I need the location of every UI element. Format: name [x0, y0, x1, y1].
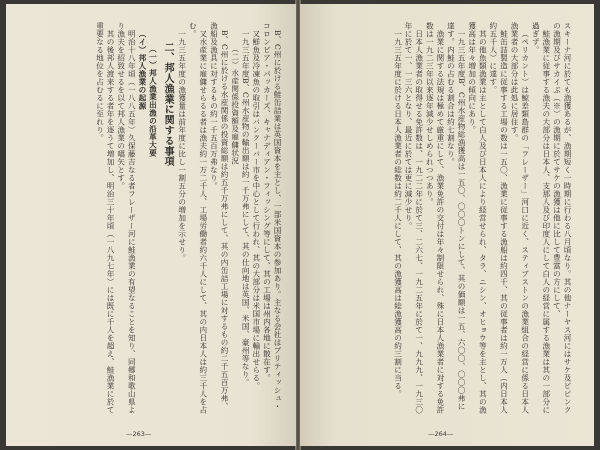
right-page-text: [316, 22, 572, 416]
paragraph: 其の後邦人渡来する者年を逐うて増加し、明治三十年頃（一八九七年）には既に千人を超え、鮭漁業に於て重要なる地位を占むるに至れり。: [95, 22, 116, 414]
paragraph: 一九三五年度B、C州水産物の輸出額は約一千万弗にして、其の仕向地は英国、米国、豪州等なり。: [241, 29, 251, 386]
subsubsection-heading: （イ）邦人漁業の起源: [137, 29, 147, 110]
paragraph: B、C州に於ける水産関係の投資総額は約五千万弗にして、其の内缶詰工場に対するもの約二千五百万弗、漁船及漁具に対するもの約一千五百万弗なり。: [209, 22, 230, 410]
left-page: [6, 4, 296, 446]
right-page: [300, 4, 594, 446]
paragraph: 鮭漁業に従事する漁夫の大部分は日本人、支那人及び印度人にして白人の経営に属する漁業は其の一部分に過ぎず。: [531, 22, 551, 414]
paragraph: B、C州に於ける鮭缶詰業は英国資本を主とし、一部米国資本の参加あり。主なる会社はブリティッシュ・コロンビア・パッカーズ、キャナディアン・フィッシング等にして、其の工場は州内各地に散在す。: [262, 22, 282, 410]
paragraph: 一九三五年度B、C州水産物総漁獲高は一五〇、〇〇〇トンにして、其の価額は一五、六〇〇、〇〇〇弗に達す。内鮭の占むる割合は約七割なり。: [446, 22, 467, 410]
paragraph: 其の他魚類漁業は主として白人及び日本人により経営せられ、タラ、ニシン、オヒョウ等を主とし、其の漁獲高は年々増加の傾向にあり。: [467, 22, 488, 414]
item-heading: （二）水産関係投資額及雇傭状況: [230, 44, 240, 165]
paragraph: 一九三五年度の漁獲量は前年度に比し一割五分の増加を示せり。: [177, 29, 187, 262]
section-heading: 二、邦人漁業に関する事項: [162, 42, 174, 167]
paragraph: 一九三五年度に於ける日本人漁業者の総数は約二千人にして、其の漁獲高は総漁獲高の約三割に当る。: [393, 29, 403, 398]
paragraph: 明治十八年頃（一八八五年）久保藤吉なる者フレーザー河に鮭漁業の有望なることを知り、同郷和歌山県より漁夫を招致せるを以て邦人漁業の嚆矢とす。: [116, 22, 137, 414]
paragraph: 日本人漁業者の取得せる免許数は、一九二二年に於て三、二六七、一九二五年に於て一、九九九、一九三〇年に於て一、一三六となり、最近に於ては更に減少せり。: [404, 22, 424, 414]
subsection-heading: （一）邦人漁業出漁の沿革大要: [148, 44, 158, 157]
left-page-text: [26, 22, 282, 416]
paragraph: 又水産業に雇傭せらるる者は漁夫約一万二千人、工場労働者約六千人にして、其の内日本人は約三千人を占む。: [188, 22, 208, 414]
paragraph: スキーナ河に於ても漁獲あるが、漁期短く一時期に行わる八月頃なり。其の他ナーヤス河にはサケ及ビピンクの漁期及びサカイぶ（※）の漁期に於てサケの漁獲は他に比して豊富の方にして、: [552, 22, 572, 414]
paragraph: 鮭缶詰製造に従事する工場の数は一五〇、漁業に従事する漁船は約四千、其の従事者は約一万人（内日本人約五千人）に達す。: [488, 22, 509, 414]
paragraph: 又鮮魚及冷凍魚の取引はバンクーバー市を中心として行われ、其の大部分は米国市場に輸出せらる。: [251, 29, 261, 390]
page-number: —264—: [428, 430, 454, 438]
page-number: —263—: [126, 430, 152, 438]
paragraph: （ペリカント）は鯨差類島群の「フレーザー」河口に近く、スティブストンの漁業組合の経営に係る日本人漁業者の大部分は此処に居住す。: [510, 22, 530, 414]
paragraph: 漁業に関する法規は極めて厳重にして、漁業免許の交付は年々制限せられ、殊に日本人漁業者に対する免許数は一九二三年以来逐年減少せしめられつつあり。: [425, 22, 445, 414]
